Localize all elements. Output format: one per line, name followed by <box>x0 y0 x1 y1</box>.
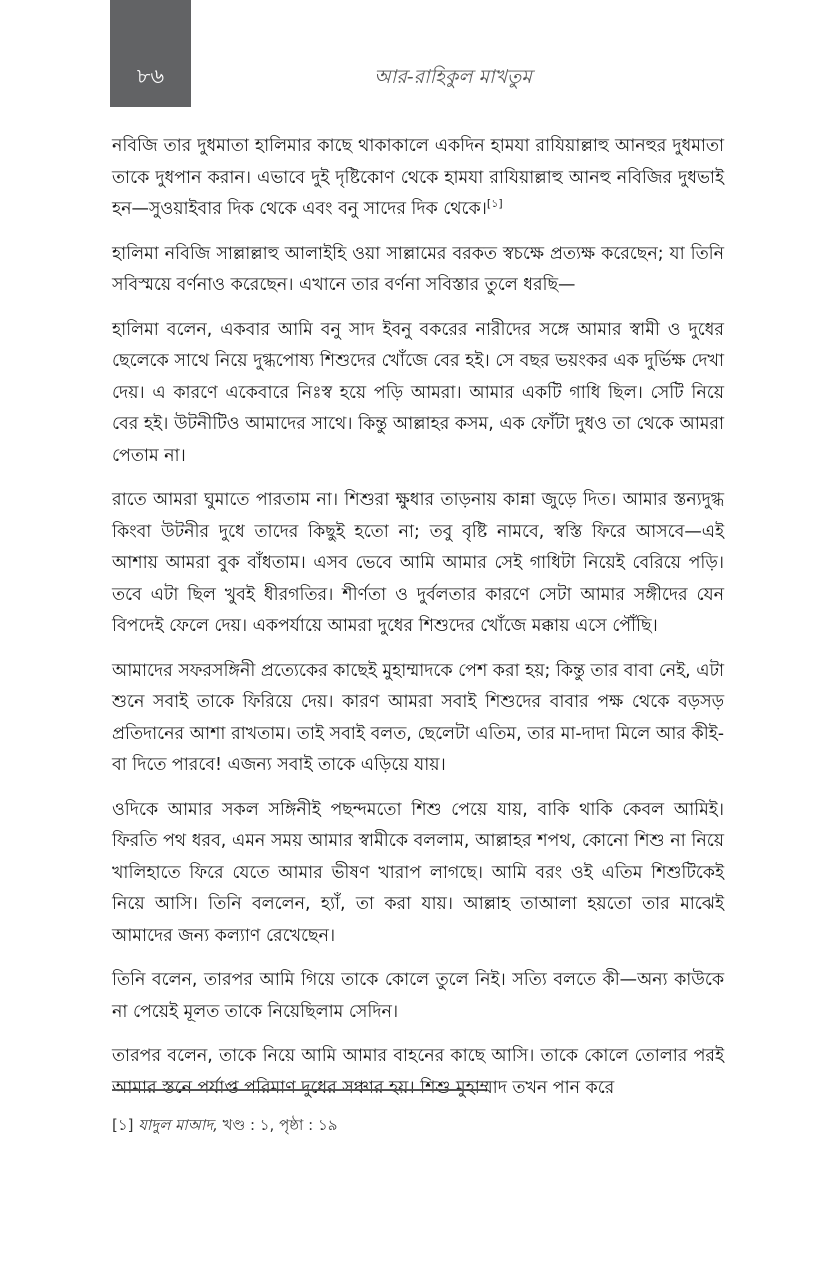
footnote-source: যাদুল মাআদ, <box>138 1116 218 1134</box>
footnote-marker: [১] <box>112 1116 134 1134</box>
page-number-tab <box>110 0 191 107</box>
paragraph <box>112 131 724 226</box>
paragraph-text: নবিজি তার দুধমাতা হালিমার কাছে থাকাকালে একদিন হামযা রাযিয়াল্লাহু আনহুর দুধমাতা তাকে দুধপান করান। এভাবে দুই দৃষ্টিকোণ থেকে হামযা রাযিয়াল্লাহু আনহু নবিজির দুধভাই হন—সুওয়াইবার দিক থেকে এবং বনু সাদের দিক থেকে। <box>112 136 724 219</box>
paragraph: রাতে আমরা ঘুমাতে পারতাম না। শিশুরা ক্ষুধার তাড়নায় কান্না জুড়ে দিত। আমার স্তন্যদুগ্ধ কিংবা উটনীর দুধে তাদের কিছুই হতো না; তবু বৃষ্টি নামবে, স্বস্তি ফিরে আসবে—এই আশায় আমরা বুক বাঁধতাম। এসব ভেবে আমি আমার সেই গাধিটা নিয়েই বেরিয়ে পড়ি। তবে এটা ছিল খুবই ধীরগতির। শীর্ণতা ও দুর্বলতার কারণে সেটা আমার সঙ্গীদের যেন বিপদেই ফেলে দেয়। একপর্যায়ে আমরা দুধের শিশুদের খোঁজে মক্কায় এসে পৌঁছি। <box>112 490 724 636</box>
paragraph: ওদিকে আমার সকল সঙ্গিনীই পছন্দমতো শিশু পেয়ে যায়, বাকি থাকি কেবল আমিই। ফিরতি পথ ধরব, এমন সময় আমার স্বামীকে বললাম, আল্লাহর শপথ, কোনো শিশু না নিয়ে খালিহাতে ফিরে যেতে আমার ভীষণ খারাপ লাগছে। আমি বরং ওই এতিম শিশুটিকেই নিয়ে আসি। তিনি বললেন, হ্যাঁ, তা করা যায়। আল্লাহ তাআলা হয়তো তার মাঝেই আমাদের জন্য কল্যাণ রেখেছেন। <box>112 799 724 946</box>
body-text <box>112 131 724 1117</box>
paragraph: তিনি বলেন, তারপর আমি গিয়ে তাকে কোলে তুলে নিই। সত্যি বলতে কী—অন্য কাউকে না পেয়েই মূলত তাকে নিয়েছিলাম সেদিন। <box>112 970 724 1022</box>
paragraph: তারপর বলেন, তাকে নিয়ে আমি আমার বাহনের কাছে আসি। তাকে কোলে তোলার পরই আমার স্তনে পর্যাপ্ত পরিমাণ দুধের সঞ্চার হয়। শিশু মুহাম্মাদ তখন পান করে <box>112 1046 724 1098</box>
paragraph: হালিমা নবিজি সাল্লাল্লাহু আলাইহি ওয়া সাল্লামের বরকত স্বচক্ষে প্রত্যক্ষ করেছেন; যা তিনি সবিস্ময়ে বর্ণনাও করেছেন। এখানে তার বর্ণনা সবিস্তার তুলে ধরছি— <box>112 243 724 295</box>
footnote-detail: খণ্ড : ১, পৃষ্ঠা : ১৯ <box>222 1116 338 1134</box>
footnote-divider <box>112 1089 486 1091</box>
footnote-reference[interactable]: [১] <box>486 197 503 211</box>
footnote <box>112 1114 722 1136</box>
paragraph: হালিমা বলেন, একবার আমি বনু সাদ ইবনু বকরের নারীদের সঙ্গে আমার স্বামী ও দুধের ছেলেকে সাথে নিয়ে দুগ্ধপোষ্য শিশুদের খোঁজে বের হই। সে বছর ভয়ংকর এক দুর্ভিক্ষ দেখা দেয়। এ কারণে একেবারে নিঃস্ব হয়ে পড়ি আমরা। আমার একটি গাধি ছিল। সেটি নিয়ে বের হই। উটনীটিও আমাদের সাথে। কিন্তু আল্লাহর কসম, এক ফোঁটা দুধও তা থেকে আমরা পেতাম না। <box>112 319 724 466</box>
paragraph: আমাদের সফরসঙ্গিনী প্রত্যেকের কাছেই মুহাম্মাদকে পেশ করা হয়; কিন্তু তার বাবা নেই, এটা শুনে সবাই তাকে ফিরিয়ে দেয়। কারণ আমরা সবাই শিশুদের বাবার পক্ষ থেকে বড়সড় প্রতিদানের আশা রাখতাম। তাই সবাই বলত, ছেলেটা এতিম, তার মা-দাদা মিলে আর কীই-বা দিতে পারবে! এজন্য সবাই তাকে এড়িয়ে যায়। <box>112 660 724 775</box>
running-title: আর-রাহিকুল মাখতুম <box>374 66 532 88</box>
page-number: ৮৬ <box>136 64 165 88</box>
